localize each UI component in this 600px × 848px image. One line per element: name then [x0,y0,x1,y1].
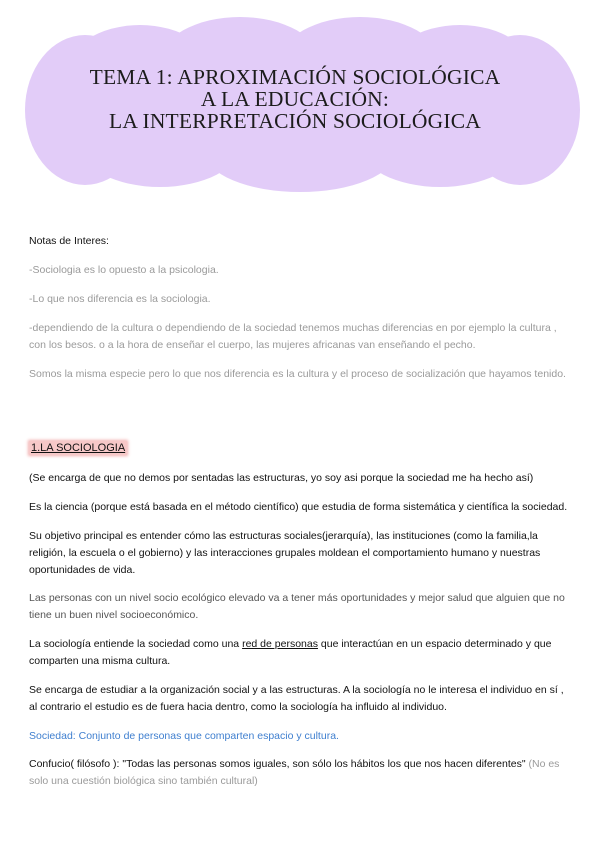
title-line-1: TEMA 1: APROXIMACIÓN SOCIOLÓGICA [89,65,501,89]
section-paragraph: (Se encarga de que no demos por sentadas las estructuras, yo soy asi porque la sociedad me ha hecho así) [29,472,534,484]
section-paragraph: Es la ciencia (porque está basada en el método científico) que estudia de forma sistemática y científica la sociedad. [29,501,568,513]
title-line-3: LA INTERPRETACIÓN SOCIOLÓGICA [109,109,481,133]
note-item: -dependiendo de la cultura o dependiendo de la sociedad tenemos muchas diferencias en por ejemplo la cultura , con los besos. o a la hora de enseñar el cuerpo, las mujeres africanas van enseñando el pecho. [29,322,557,351]
note-item: -Lo que nos diferencia es la sociologia. [29,293,211,305]
confucius-quote [29,756,574,790]
society-definition: Sociedad: Conjunto de personas que comparten espacio y cultura. [29,730,339,742]
network-text-post: que interactúan en un espacio determinado y que comparten una misma cultura. [29,638,552,667]
page-title [40,66,550,132]
network-underlined-term: red de personas [242,638,318,650]
note-item: Somos la misma especie pero lo que nos diferencia es la cultura y el proceso de socialización que hayamos tenido. [29,368,566,380]
section-paragraph: Su objetivo principal es entender cómo las estructuras sociales(jerarquía), las instituciones (como la familia,la religión, la escuela o el gobierno) y las interacciones grupales moldean el comportamiento humano y nuestras oportunidades de vida. [29,530,541,576]
network-paragraph [29,636,574,670]
notes-heading: Notas de Interes: [29,235,109,247]
quote-text: Confucio( filósofo ): "Todas las personas somos iguales, son sólo los hábitos los que nos hacen diferentes" [29,758,529,770]
note-item: -Sociologia es lo opuesto a la psicologia. [29,264,219,276]
quote-note: (No es solo una cuestión biológica sino también cultural) [29,758,560,787]
title-line-2: A LA EDUCACIÓN: [200,87,390,111]
organization-paragraph: Se encarga de estudiar a la organización social y a las estructuras. A la sociología no le interesa el individuo en sí , al contrario el estudio es de fuera hacia dentro, como la sociología ha influido al individuo. [29,684,564,713]
section-heading: 1.LA SOCIOLOGIA [31,442,126,454]
section-paragraph: Las personas con un nivel socio ecológico elevado va a tener más oportunidades y mejor salud que alguien que no tiene un buen nivel socioeconómico. [29,592,565,621]
network-text-pre: La sociología entiende la sociedad como una [29,638,243,650]
